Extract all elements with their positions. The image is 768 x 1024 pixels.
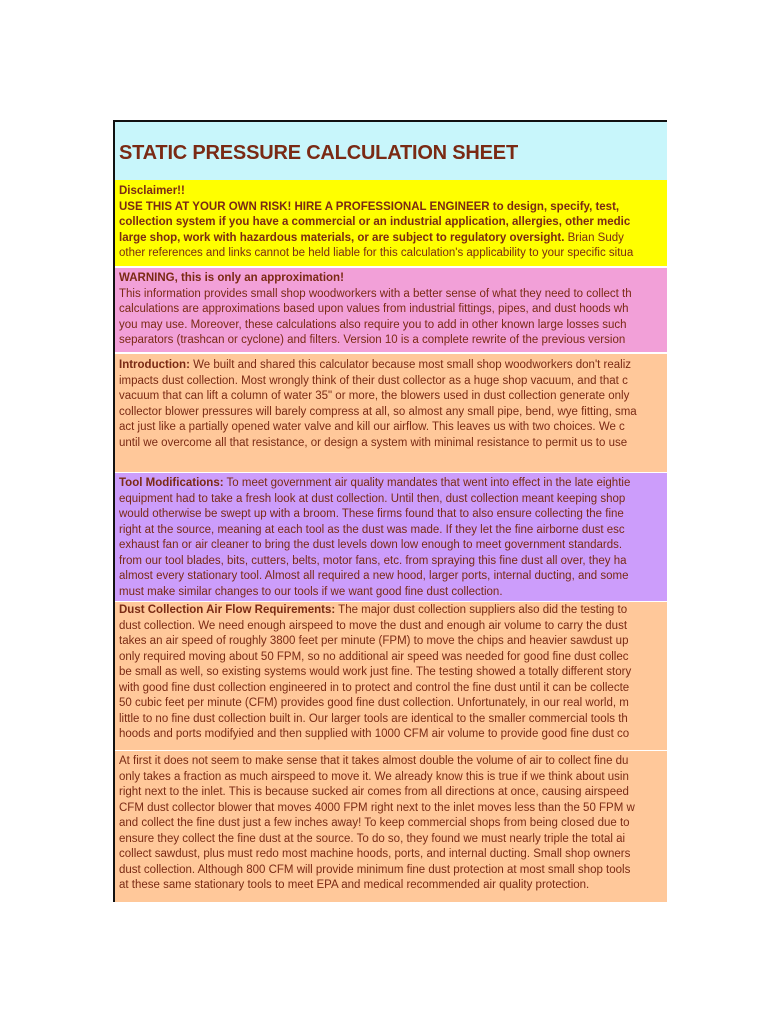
dust-line: 50 cubic feet per minute (CFM) provides good fine dust collection. Unfortunately, in our real world, m — [119, 697, 629, 709]
explanation-line: At first it does not seem to make sense that it takes almost double the volume of air to collect fine du — [119, 755, 629, 767]
intro-line: act just like a partially opened water valve and kill our airflow. This leaves us with two choices. We c — [119, 421, 625, 433]
disclaimer-bold-text: large shop, work with hazardous materials, or are subject to regulatory oversight. — [119, 231, 565, 244]
title-section — [115, 122, 667, 180]
intro-text: We built and shared this calculator because most small shop woodworkers don't realiz — [189, 359, 632, 371]
warning-line: calculations are approximations based upon values from industrial fittings, pipes, and dust hoods wh — [119, 303, 629, 315]
tool-modifications-section — [115, 473, 667, 601]
tools-line: exhaust fan or air cleaner to bring the dust levels down low enough to meet government standards. — [119, 539, 623, 551]
introduction-section — [115, 354, 667, 472]
warning-line: separators (trashcan or cyclone) and filters. Version 10 is a complete rewrite of the previous version — [119, 334, 626, 346]
dust-line: little to no fine dust collection built in. Our larger tools are identical to the smaller commercial tools th — [119, 712, 628, 725]
intro-line: until we overcome all that resistance, or design a system with minimal resistance to permit us to use — [119, 436, 628, 449]
intro-line: vacuum that can lift a column of water 35" or more, the blowers used in dust collection generate only — [119, 390, 630, 402]
tools-line: must make similar changes to our tools if we want good fine dust collection. — [119, 585, 503, 598]
tools-line: equipment had to take a fresh look at dust collection. Until then, dust collection meant keeping shop — [119, 492, 626, 505]
warning-line: This information provides small shop woodworkers with a better sense of what they need to collect th — [119, 287, 632, 300]
disclaimer-section — [115, 180, 667, 266]
disclaimer-line: other references and links cannot be held liable for this calculation's applicability to your specific situa — [119, 247, 634, 259]
dust-line — [119, 603, 667, 619]
explanation-line: collect sawdust, plus must redo most machine hoods, ports, and internal ducting. Small shop owners — [119, 848, 631, 860]
warning-section — [115, 268, 667, 352]
disclaimer-line — [119, 231, 667, 247]
intro-line: impacts dust collection. Most wrongly think of their dust collector as a huge shop vacuum, and that c — [119, 374, 628, 387]
explanation-line: only takes a fraction as much airspeed to move it. We already know this is true if we think about usin — [119, 770, 629, 783]
intro-line: collector blower pressures will barely compress at all, so almost any small pipe, bend, wye fitting, sma — [119, 405, 637, 418]
warning-heading: WARNING, this is only an approximation! — [119, 272, 344, 284]
explanation-line: right next to the inlet. This is because sucked air comes from all directions at once, causing airspeed — [119, 786, 629, 798]
tools-line: right at the source, meaning at each tool as the dust was made. If they let the fine airborne dust esc — [119, 523, 625, 536]
airflow-explanation-section — [115, 751, 667, 902]
explanation-line: ensure they collect the fine dust at the source. To do so, they found we must nearly triple the total ai — [119, 832, 626, 845]
disclaimer-text: Brian Sudy — [564, 231, 624, 244]
dust-line: with good fine dust collection engineered in to protect and control the fine dust until it can be collecte — [119, 681, 630, 694]
tools-line: would otherwise be swept up with a broom. These firms found that to also ensure collecting the fine — [119, 508, 624, 520]
calculation-sheet — [113, 120, 667, 902]
section-divider — [115, 750, 667, 751]
dust-label: Dust Collection Air Flow Requirements: — [119, 604, 336, 616]
dust-line: only required moving about 50 FPM, so no additional air speed was needed for good fine dust collec — [119, 650, 629, 663]
explanation-line: CFM dust collector blower that moves 4000 FPM right next to the inlet moves less than the 50 FPM w — [119, 801, 635, 814]
dust-collection-section — [115, 602, 667, 750]
intro-label: Introduction: — [119, 359, 190, 371]
explanation-line: at these same stationary tools to meet EPA and medical recommended air quality protection. — [119, 879, 590, 891]
disclaimer-line: USE THIS AT YOUR OWN RISK! HIRE A PROFESSIONAL ENGINEER to design, specify, test, — [119, 200, 620, 213]
tools-line: from our tool blades, bits, cutters, belts, motor fans, etc. from spraying this fine dust all over, they ha — [119, 554, 627, 567]
tools-label: Tool Modifications: — [119, 477, 224, 489]
disclaimer-heading: Disclaimer!! — [119, 185, 185, 197]
dust-line: dust collection. We need enough airspeed to move the dust and enough air volume to carry the dust — [119, 619, 628, 632]
warning-line: you may use. Moreover, these calculations also require you to add in other known large losses such — [119, 318, 627, 331]
dust-text: The major dust collection suppliers also did the testing to — [335, 604, 628, 616]
intro-line — [119, 358, 667, 374]
disclaimer-line: collection system if you have a commercial or an industrial application, allergies, other medic — [119, 216, 631, 228]
explanation-line: dust collection. Although 800 CFM will provide minimum fine dust protection at most small shop tools — [119, 863, 631, 876]
sheet-title: STATIC PRESSURE CALCULATION SHEET — [119, 142, 518, 164]
tools-line: almost every stationary tool. Almost all required a new hood, larger ports, internal ducting, and some — [119, 570, 629, 582]
dust-line: takes an air speed of roughly 3800 feet per minute (FPM) to move the chips and heavier sawdust up — [119, 635, 629, 647]
dust-line: be small as well, so existing systems would work just fine. The testing showed a totally different story — [119, 666, 632, 678]
tools-line — [119, 476, 667, 492]
explanation-line: and collect the fine dust just a few inches away! To keep commercial shops from being closed due to — [119, 817, 630, 829]
dust-line: hoods and ports modifyied and then supplied with 1000 CFM air volume to provide good fine dust co — [119, 728, 630, 740]
tools-text: To meet government air quality mandates that went into effect in the late eightie — [223, 477, 631, 489]
